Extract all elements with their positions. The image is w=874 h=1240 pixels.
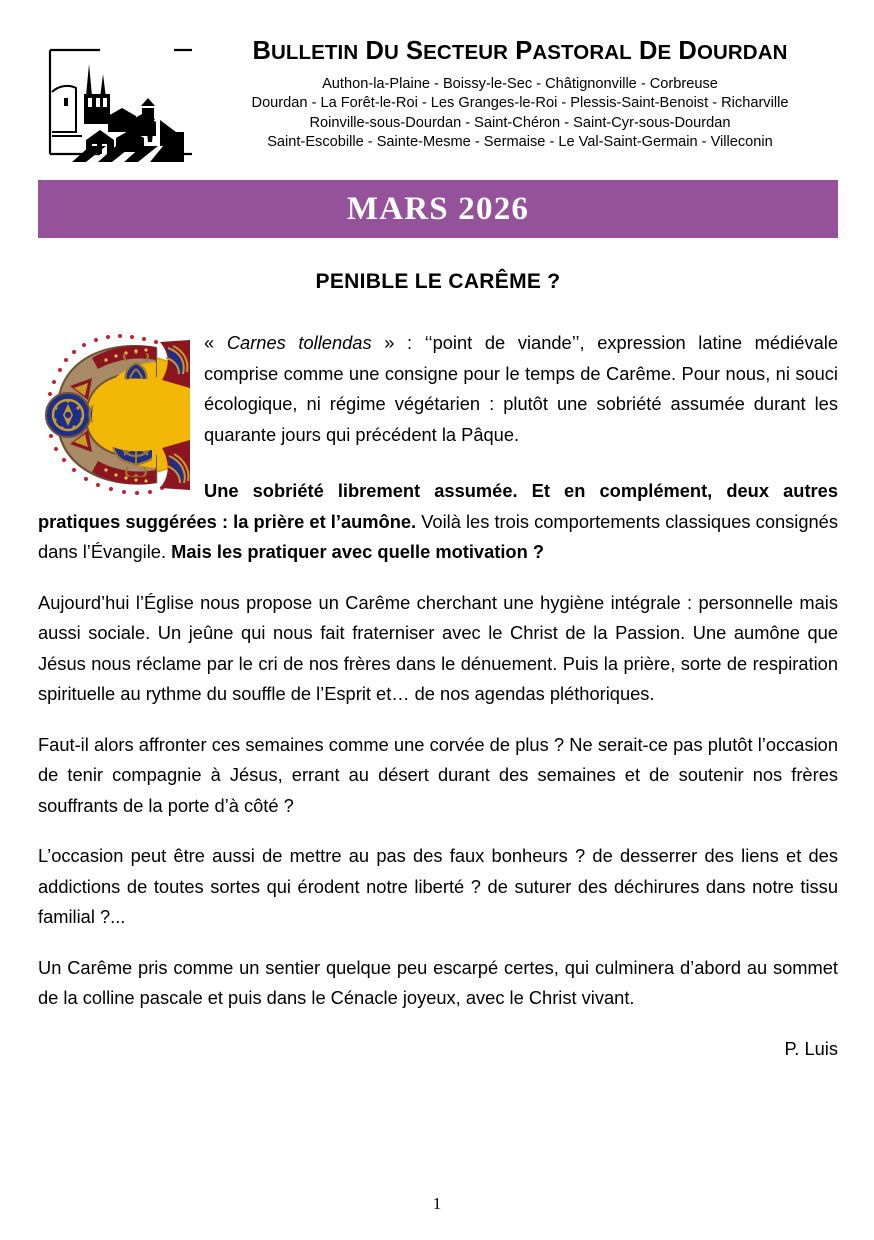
p5-run-1: L’occasion peut être aussi de mettre au pas des faux bonheurs ? de desserrer des liens et des addictions de toutes sortes qui érodent notre liberté ? de suturer des déchirures dans notre tissu familial ?... — [38, 845, 838, 927]
parish-line-4: Saint-Escobille - Sainte-Mesme - Sermaise - Le Val-Saint-Germain - Villeconin — [267, 134, 773, 151]
p1-run-3: » : ‘‘point de viande’’, expression latine médiévale comprise comme une consigne pour le temps de Carême. Pour nous, ni souci écologique, ni régime végétarien : plutôt une sobriété assumée durant les quarante jours qui précédent la Pâque. — [204, 332, 838, 445]
p4-run-1: Faut-il alors affronter ces semaines comme une corvée de plus ? Ne serait-ce pas plutôt l’occasion de tenir compagnie à Jésus, errant au désert durant des semaines et de soutenir nos frères souffrants de la porte d’à côté ? — [38, 733, 838, 816]
article-paragraph-4 — [38, 730, 838, 822]
masthead — [0, 28, 874, 178]
month-banner — [38, 180, 838, 238]
p2-run-bold-2: Mais les pratiquer avec quelle motivation ? — [171, 541, 544, 562]
illuminated-initial-artwork — [40, 330, 190, 498]
bulletin-title: BULLETIN DU SECTEUR PASTORAL DE DOURDAN — [252, 37, 788, 65]
page-number: 1 — [432, 1194, 442, 1213]
p1-run-1: « — [204, 332, 227, 353]
month-title: MARS 2026 — [346, 190, 530, 227]
parish-list — [196, 75, 844, 153]
article-paragraph-6 — [38, 953, 838, 1014]
p2-run-bold-1: Une sobriété librement assumée. Et en complément, deux autres pratiques suggérées : la prière et l’aumône. — [38, 480, 838, 532]
p1-run-latin: Carnes tollendas — [226, 332, 372, 353]
parish-line-3: Roinville-sous-Dourdan - Saint-Chéron - Saint-Cyr-sous-Dourdan — [309, 114, 731, 131]
illuminated-initial-c-icon — [40, 330, 190, 498]
article-paragraph-3 — [38, 588, 838, 710]
article-signature: P. Luis — [784, 1037, 838, 1059]
village-church-skyline-logo — [42, 36, 192, 168]
article-heading: PENIBLE LE CARÊME ? — [315, 270, 561, 293]
p2-run-normal: Voilà les trois comportements classiques consignés dans l’Évangile. — [38, 510, 838, 562]
parish-line-2: Dourdan - La Forêt-le-Roi - Les Granges-le-Roi - Plessis-Saint-Benoist - Richarville — [251, 95, 789, 112]
parish-line-1: Authon-la-Plaine - Boissy-le-Sec - Châtignonville - Corbreuse — [322, 75, 718, 92]
article-paragraph-5 — [38, 841, 838, 933]
logo-artwork — [42, 36, 192, 168]
article — [38, 270, 838, 1064]
p3-run-1: Aujourd’hui l’Église nous propose un Carême cherchant une hygiène intégrale : personnelle mais aussi sociale. Un jeûne qui nous fait fraterniser avec le Christ de la Passion. Une aumône que Jésus nous réclame par le cri de nos frères dans le dénuement. Puis la prière, sorte de respiration spirituelle au rythme du souffle de l’Esprit et… de nos agendas pléthoriques. — [38, 591, 838, 704]
masthead-text — [196, 38, 844, 153]
p6-run-1: Un Carême pris comme un sentier quelque peu escarpé certes, qui culminera d’abord au sommet de la colline pascale et puis dans le Cénacle joyeux, avec le Christ vivant. — [38, 956, 838, 1008]
